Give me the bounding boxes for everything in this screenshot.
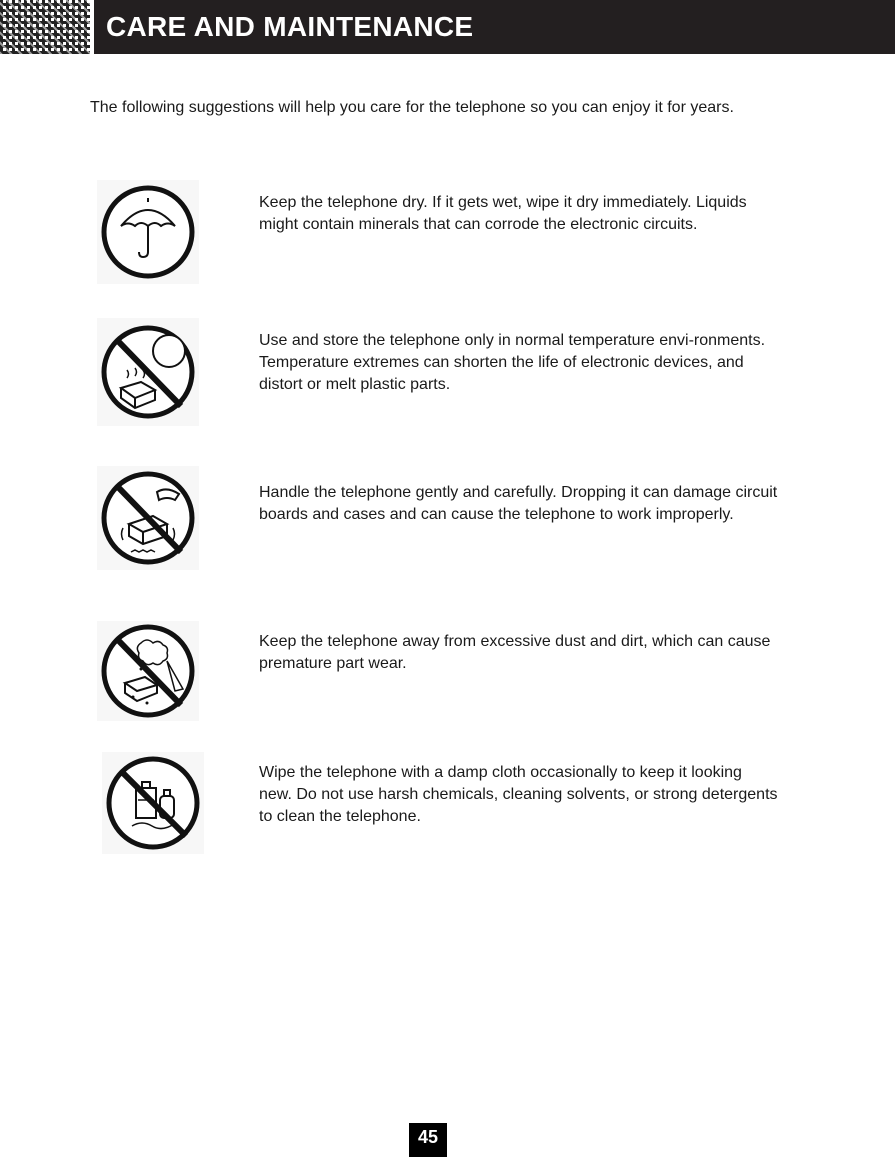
care-item-text: Use and store the telephone only in normal temperature envi-ronments. Temperature extremes can shorten the life of electronic devices, and distort or melt plastic parts. [259, 332, 766, 393]
intro-paragraph: The following suggestions will help you care for the telephone so you can enjoy it for years. [90, 99, 734, 116]
no-heat-sun-icon [97, 318, 199, 426]
care-item-text: Keep the telephone dry. If it gets wet, wipe it dry immediately. Liquids might contain minerals that can corrode the electronic circuits. [259, 194, 747, 233]
no-dropping-icon [97, 466, 199, 570]
no-chemicals-icon [102, 752, 204, 854]
care-item-text: Handle the telephone gently and carefully. Dropping it can damage circuit boards and cases and can cause the telephone to work improperly. [259, 484, 778, 523]
header-pattern [0, 0, 90, 54]
header-bar [94, 0, 895, 54]
no-dust-icon [97, 621, 199, 721]
umbrella-icon [97, 180, 199, 284]
care-item-text: Wipe the telephone with a damp cloth occasionally to keep it looking new. Do not use harsh chemicals, cleaning solvents, or strong detergents to clean the telephone. [259, 764, 778, 825]
care-item-text: Keep the telephone away from excessive dust and dirt, which can cause premature part wear. [259, 633, 771, 672]
page-number: 45 [409, 1123, 447, 1157]
page-title: CARE AND MAINTENANCE [106, 11, 474, 42]
